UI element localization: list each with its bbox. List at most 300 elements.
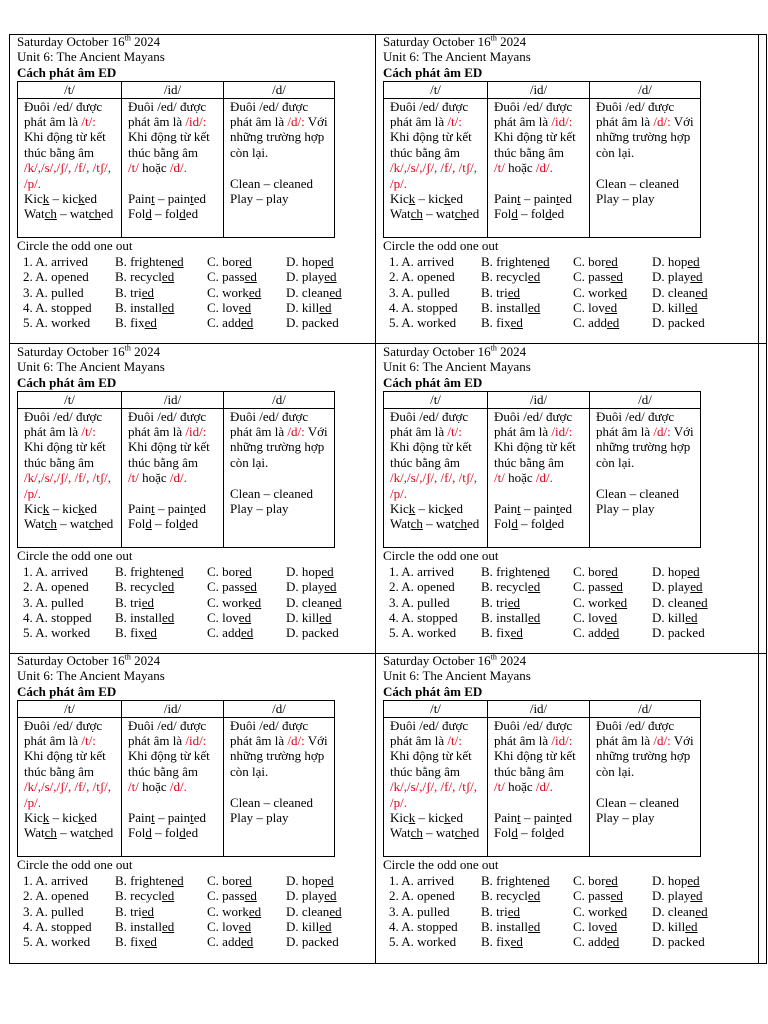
option-d[interactable]: D. killed bbox=[286, 609, 332, 625]
column-header-t: /t/ bbox=[384, 392, 488, 408]
option-c[interactable]: C. worked bbox=[207, 594, 262, 610]
option-d[interactable]: D. played bbox=[286, 269, 337, 285]
option-b[interactable]: B. fixed bbox=[115, 934, 157, 950]
option-b[interactable]: B. recycled bbox=[115, 579, 175, 595]
option-c[interactable]: C. worked bbox=[573, 903, 628, 919]
sound-symbol: /id/: bbox=[551, 733, 573, 749]
option-c[interactable]: C. passed bbox=[207, 579, 257, 595]
rule-text: Khi động từ kết bbox=[128, 439, 210, 455]
option-a[interactable]: 5. A. worked bbox=[389, 315, 457, 331]
option-d[interactable]: D. cleaned bbox=[652, 284, 708, 300]
rule-text: thúc bằng âm bbox=[128, 763, 199, 779]
sound-symbol: /d/. bbox=[535, 160, 553, 176]
example-clean: Clean – cleaned bbox=[596, 794, 680, 810]
option-b[interactable]: B. tried bbox=[481, 903, 521, 919]
example-clean: Clean – cleaned bbox=[230, 794, 314, 810]
example-play: Play – play bbox=[230, 501, 289, 517]
date-line bbox=[17, 653, 373, 668]
option-a[interactable]: 3. A. pulled bbox=[23, 594, 84, 610]
rule-text: Đuôi /ed/ được bbox=[230, 98, 309, 114]
option-b[interactable]: B. fixed bbox=[115, 315, 157, 331]
option-d[interactable]: D. packed bbox=[652, 315, 705, 331]
worksheet-card-2 bbox=[383, 34, 739, 334]
date-text: Saturday October 16 bbox=[383, 34, 491, 49]
rule-d-cell bbox=[590, 408, 701, 548]
option-d[interactable]: D. played bbox=[286, 579, 337, 595]
rule-text: phát âm là bbox=[596, 733, 654, 749]
example-play: Play – play bbox=[596, 501, 655, 517]
rule-text: Đuôi /ed/ được bbox=[24, 717, 103, 733]
question-row bbox=[23, 315, 342, 330]
option-a[interactable]: 2. A. opened bbox=[23, 579, 89, 595]
date-superscript: th bbox=[124, 652, 131, 662]
option-b[interactable]: B. installed bbox=[481, 609, 541, 625]
sound-symbols: /k/,/s/,/ʃ/, /f/, /tʃ/, bbox=[24, 779, 112, 795]
option-d[interactable]: D. killed bbox=[652, 299, 698, 315]
sound-symbol: /d/: bbox=[653, 424, 671, 440]
option-d[interactable]: D. killed bbox=[652, 609, 698, 625]
question-row bbox=[23, 564, 342, 579]
option-c[interactable]: C. added bbox=[207, 934, 254, 950]
option-a[interactable]: 4. A. stopped bbox=[389, 918, 458, 934]
sound-symbol: /t/: bbox=[447, 114, 462, 130]
worksheet-card-5 bbox=[17, 653, 373, 953]
option-c[interactable]: C. bored bbox=[207, 253, 252, 269]
rule-text: phát âm là bbox=[128, 424, 186, 440]
option-d[interactable]: D. packed bbox=[652, 934, 705, 950]
sound-symbol: /id/: bbox=[551, 114, 573, 130]
option-a[interactable]: 5. A. worked bbox=[389, 625, 457, 641]
option-c[interactable]: C. passed bbox=[573, 888, 623, 904]
option-b[interactable]: B. tried bbox=[115, 284, 155, 300]
option-d[interactable]: D. cleaned bbox=[286, 284, 342, 300]
sound-symbol: /id/: bbox=[185, 733, 207, 749]
option-d[interactable]: D. hoped bbox=[286, 563, 334, 579]
rule-text: Với bbox=[670, 424, 694, 440]
option-d[interactable]: D. hoped bbox=[652, 253, 700, 269]
rule-text: Đuôi /ed/ được bbox=[596, 717, 675, 733]
option-b[interactable]: B. tried bbox=[481, 284, 521, 300]
date-line bbox=[383, 34, 739, 49]
exercise-title: Circle the odd one out bbox=[383, 548, 499, 564]
option-a[interactable]: 3. A. pulled bbox=[23, 284, 84, 300]
question-row bbox=[23, 610, 342, 625]
sound-symbol: /d/: bbox=[287, 424, 305, 440]
rule-text: thúc bằng âm bbox=[390, 763, 461, 779]
unit-title: Unit 6: The Ancient Mayans bbox=[383, 49, 531, 65]
example-kick: Kick – kicked bbox=[390, 191, 463, 207]
option-a[interactable]: 5. A. worked bbox=[23, 934, 91, 950]
option-c[interactable]: C. added bbox=[207, 625, 254, 641]
option-b[interactable]: B. recycled bbox=[481, 579, 541, 595]
option-a[interactable]: 2. A. opened bbox=[389, 269, 455, 285]
date-line bbox=[17, 34, 373, 49]
example-paint: Paint – painted bbox=[128, 501, 207, 517]
example-watch: Watch – watched bbox=[390, 516, 480, 532]
option-c[interactable]: C. added bbox=[207, 315, 254, 331]
sound-symbol: /t/ bbox=[494, 779, 505, 795]
sound-symbols: /k/,/s/,/ʃ/, /f/, /tʃ/, bbox=[390, 779, 478, 795]
option-b[interactable]: B. installed bbox=[115, 609, 175, 625]
option-d[interactable]: D. played bbox=[652, 888, 703, 904]
column-header-t: /t/ bbox=[18, 392, 122, 408]
rule-text: Đuôi /ed/ được bbox=[494, 408, 573, 424]
option-b[interactable]: B. tried bbox=[481, 594, 521, 610]
column-header-d: /d/ bbox=[224, 701, 335, 717]
sound-symbol: /t/: bbox=[447, 424, 462, 440]
option-c[interactable]: C. bored bbox=[207, 872, 252, 888]
column-header-d: /d/ bbox=[590, 701, 701, 717]
rule-t-cell bbox=[384, 408, 488, 548]
exercise-questions bbox=[23, 873, 342, 950]
option-a[interactable]: 4. A. stopped bbox=[23, 299, 92, 315]
section-heading: Cách phát âm ED bbox=[383, 374, 483, 390]
date-year: 2024 bbox=[496, 344, 527, 359]
rule-text: Đuôi /ed/ được bbox=[128, 98, 207, 114]
example-fold: Fold – folded bbox=[494, 825, 565, 841]
option-b[interactable]: B. installed bbox=[115, 299, 175, 315]
example-clean: Clean – cleaned bbox=[596, 175, 680, 191]
question-row bbox=[23, 904, 342, 919]
option-a[interactable]: 4. A. stopped bbox=[23, 609, 92, 625]
option-c[interactable]: C. bored bbox=[573, 872, 618, 888]
option-d[interactable]: D. hoped bbox=[286, 872, 334, 888]
rule-text: còn lại. bbox=[230, 454, 269, 470]
option-c[interactable]: C. loved bbox=[207, 918, 252, 934]
sound-symbols: /p/. bbox=[390, 175, 407, 191]
option-c[interactable]: C. bored bbox=[207, 563, 252, 579]
option-d[interactable]: D. hoped bbox=[652, 872, 700, 888]
rule-text: hoặc bbox=[138, 160, 170, 176]
date-line bbox=[383, 344, 739, 359]
date-superscript: th bbox=[490, 652, 497, 662]
question-row bbox=[389, 904, 708, 919]
rule-text: phát âm là bbox=[24, 114, 82, 130]
rule-text: Với bbox=[304, 733, 328, 749]
option-a[interactable]: 3. A. pulled bbox=[389, 284, 450, 300]
option-d[interactable]: D. hoped bbox=[652, 563, 700, 579]
option-b[interactable]: B. fixed bbox=[115, 625, 157, 641]
rule-text: phát âm là bbox=[390, 114, 448, 130]
option-c[interactable]: C. worked bbox=[207, 284, 262, 300]
sound-symbol: /d/. bbox=[169, 470, 187, 486]
sound-symbol: /d/: bbox=[653, 733, 671, 749]
date-text: Saturday October 16 bbox=[17, 344, 125, 359]
option-c[interactable]: C. bored bbox=[573, 563, 618, 579]
column-divider bbox=[375, 35, 376, 963]
option-a[interactable]: 1. A. arrived bbox=[23, 253, 88, 269]
option-a[interactable]: 1. A. arrived bbox=[23, 872, 88, 888]
ed-rules-table bbox=[383, 391, 701, 548]
sound-symbol: /d/. bbox=[535, 470, 553, 486]
question-row bbox=[389, 919, 708, 934]
rule-text: phát âm là bbox=[390, 424, 448, 440]
rule-id-cell bbox=[122, 98, 224, 238]
option-a[interactable]: 2. A. opened bbox=[389, 579, 455, 595]
sound-symbol: /d/. bbox=[169, 160, 187, 176]
option-c[interactable]: C. passed bbox=[207, 888, 257, 904]
option-a[interactable]: 4. A. stopped bbox=[389, 609, 458, 625]
option-c[interactable]: C. worked bbox=[573, 594, 628, 610]
example-clean: Clean – cleaned bbox=[230, 175, 314, 191]
question-row bbox=[23, 595, 342, 610]
exercise-questions bbox=[389, 564, 708, 641]
column-header-id: /id/ bbox=[122, 82, 224, 98]
option-a[interactable]: 1. A. arrived bbox=[389, 872, 454, 888]
option-c[interactable]: C. loved bbox=[573, 609, 618, 625]
rule-text: phát âm là bbox=[128, 114, 186, 130]
option-a[interactable]: 5. A. worked bbox=[23, 625, 91, 641]
option-c[interactable]: C. added bbox=[573, 934, 620, 950]
option-d[interactable]: D. packed bbox=[652, 625, 705, 641]
rule-d-cell bbox=[590, 717, 701, 857]
option-a[interactable]: 2. A. opened bbox=[389, 888, 455, 904]
example-fold: Fold – folded bbox=[494, 516, 565, 532]
option-b[interactable]: B. fixed bbox=[481, 934, 523, 950]
date-year: 2024 bbox=[130, 344, 161, 359]
column-header-d: /d/ bbox=[590, 392, 701, 408]
option-c[interactable]: C. worked bbox=[573, 284, 628, 300]
rule-text: Đuôi /ed/ được bbox=[128, 717, 207, 733]
rule-text: phát âm là bbox=[494, 424, 552, 440]
option-c[interactable]: C. added bbox=[573, 315, 620, 331]
rule-text: hoặc bbox=[138, 779, 170, 795]
option-b[interactable]: B. frightened bbox=[481, 253, 550, 269]
rule-text: Với bbox=[304, 424, 328, 440]
rule-d-cell bbox=[590, 98, 701, 238]
sound-symbols: /k/,/s/,/ʃ/, /f/, /tʃ/, bbox=[24, 470, 112, 486]
example-fold: Fold – folded bbox=[128, 825, 199, 841]
option-a[interactable]: 3. A. pulled bbox=[23, 903, 84, 919]
sound-symbol: /id/: bbox=[551, 424, 573, 440]
question-row bbox=[23, 873, 342, 888]
option-c[interactable]: C. loved bbox=[573, 918, 618, 934]
rule-text: Khi động từ kết bbox=[390, 748, 472, 764]
rule-text: những trường hợp bbox=[596, 129, 691, 145]
option-c[interactable]: C. added bbox=[573, 625, 620, 641]
sound-symbol: /t/: bbox=[447, 733, 462, 749]
option-d[interactable]: D. cleaned bbox=[286, 903, 342, 919]
option-a[interactable]: 3. A. pulled bbox=[389, 903, 450, 919]
rule-text: Với bbox=[670, 733, 694, 749]
section-heading: Cách phát âm ED bbox=[17, 683, 117, 699]
sound-symbol: /t/ bbox=[128, 779, 139, 795]
example-paint: Paint – painted bbox=[128, 810, 207, 826]
example-fold: Fold – folded bbox=[128, 516, 199, 532]
rule-text: phát âm là bbox=[230, 424, 288, 440]
rule-d-cell bbox=[224, 408, 335, 548]
sound-symbol: /d/: bbox=[287, 733, 305, 749]
option-c[interactable]: C. loved bbox=[573, 299, 618, 315]
example-clean: Clean – cleaned bbox=[596, 485, 680, 501]
option-b[interactable]: B. installed bbox=[481, 918, 541, 934]
rule-id-cell bbox=[122, 717, 224, 857]
option-c[interactable]: C. passed bbox=[573, 269, 623, 285]
option-b[interactable]: B. installed bbox=[481, 299, 541, 315]
rule-id-cell bbox=[488, 717, 590, 857]
date-year: 2024 bbox=[496, 653, 527, 668]
option-b[interactable]: B. installed bbox=[115, 918, 175, 934]
option-a[interactable]: 5. A. worked bbox=[23, 315, 91, 331]
rule-id-cell bbox=[488, 408, 590, 548]
rule-text: Khi động từ kết bbox=[24, 748, 106, 764]
rule-text: hoặc bbox=[504, 160, 536, 176]
question-row bbox=[23, 254, 342, 269]
option-d[interactable]: D. cleaned bbox=[286, 594, 342, 610]
example-watch: Watch – watched bbox=[24, 206, 114, 222]
date-line bbox=[17, 344, 373, 359]
column-header-d: /d/ bbox=[590, 82, 701, 98]
option-a[interactable]: 2. A. opened bbox=[23, 269, 89, 285]
ed-rules-table bbox=[17, 700, 335, 857]
question-row bbox=[23, 269, 342, 284]
option-b[interactable]: B. fixed bbox=[481, 315, 523, 331]
rule-text: những trường hợp bbox=[230, 748, 325, 764]
rule-text: Đuôi /ed/ được bbox=[128, 408, 207, 424]
example-play: Play – play bbox=[230, 810, 289, 826]
option-a[interactable]: 5. A. worked bbox=[389, 934, 457, 950]
rule-text: Khi động từ kết bbox=[128, 748, 210, 764]
rule-t-cell bbox=[384, 98, 488, 238]
example-clean: Clean – cleaned bbox=[230, 485, 314, 501]
ed-rules-table bbox=[383, 81, 701, 238]
ed-rules-table bbox=[17, 391, 335, 548]
rule-t-cell bbox=[18, 408, 122, 548]
column-header-id: /id/ bbox=[488, 701, 590, 717]
worksheet-card-1 bbox=[17, 34, 373, 334]
option-d[interactable]: D. killed bbox=[286, 299, 332, 315]
column-header-id: /id/ bbox=[122, 701, 224, 717]
option-b[interactable]: B. recycled bbox=[481, 888, 541, 904]
worksheet-card-6 bbox=[383, 653, 739, 953]
rule-text: thúc bằng âm bbox=[24, 454, 95, 470]
column-header-id: /id/ bbox=[122, 392, 224, 408]
sound-symbol: /id/: bbox=[185, 114, 207, 130]
option-b[interactable]: B. recycled bbox=[481, 269, 541, 285]
example-play: Play – play bbox=[230, 191, 289, 207]
option-a[interactable]: 1. A. arrived bbox=[23, 563, 88, 579]
option-d[interactable]: D. packed bbox=[286, 934, 339, 950]
option-c[interactable]: C. passed bbox=[207, 269, 257, 285]
example-watch: Watch – watched bbox=[390, 825, 480, 841]
rule-text: thúc bằng âm bbox=[128, 144, 199, 160]
option-b[interactable]: B. frightened bbox=[115, 872, 184, 888]
rule-text: Khi động từ kết bbox=[128, 129, 210, 145]
option-d[interactable]: D. played bbox=[286, 888, 337, 904]
rule-text: hoặc bbox=[504, 779, 536, 795]
date-text: Saturday October 16 bbox=[17, 34, 125, 49]
column-header-t: /t/ bbox=[18, 701, 122, 717]
rule-text: Khi động từ kết bbox=[494, 748, 576, 764]
example-kick: Kick – kicked bbox=[390, 810, 463, 826]
option-b[interactable]: B. frightened bbox=[115, 563, 184, 579]
sound-symbol: /id/: bbox=[185, 424, 207, 440]
rule-text: thúc bằng âm bbox=[128, 454, 199, 470]
option-d[interactable]: D. played bbox=[652, 269, 703, 285]
rule-text: hoặc bbox=[504, 470, 536, 486]
example-watch: Watch – watched bbox=[390, 206, 480, 222]
worksheet-card-4 bbox=[383, 344, 739, 644]
option-b[interactable]: B. recycled bbox=[115, 888, 175, 904]
rule-text: còn lại. bbox=[230, 763, 269, 779]
section-heading: Cách phát âm ED bbox=[383, 64, 483, 80]
option-c[interactable]: C. loved bbox=[207, 609, 252, 625]
exercise-questions bbox=[389, 254, 708, 331]
right-margin-divider bbox=[758, 35, 759, 963]
rule-text: phát âm là bbox=[230, 114, 288, 130]
question-row bbox=[23, 625, 342, 640]
option-b[interactable]: B. tried bbox=[115, 903, 155, 919]
sound-symbol: /d/: bbox=[287, 114, 305, 130]
ed-rules-table bbox=[17, 81, 335, 238]
column-header-t: /t/ bbox=[18, 82, 122, 98]
option-a[interactable]: 4. A. stopped bbox=[23, 918, 92, 934]
rule-text: Đuôi /ed/ được bbox=[24, 408, 103, 424]
date-year: 2024 bbox=[496, 34, 527, 49]
option-b[interactable]: B. tried bbox=[115, 594, 155, 610]
rule-text: thúc bằng âm bbox=[494, 763, 565, 779]
rule-text: thúc bằng âm bbox=[390, 144, 461, 160]
option-d[interactable]: D. killed bbox=[286, 918, 332, 934]
sound-symbol: /t/: bbox=[81, 424, 96, 440]
option-a[interactable]: 3. A. pulled bbox=[389, 594, 450, 610]
option-d[interactable]: D. cleaned bbox=[652, 594, 708, 610]
option-d[interactable]: D. packed bbox=[286, 625, 339, 641]
option-b[interactable]: B. recycled bbox=[115, 269, 175, 285]
option-c[interactable]: C. worked bbox=[207, 903, 262, 919]
option-d[interactable]: D. hoped bbox=[286, 253, 334, 269]
option-d[interactable]: D. cleaned bbox=[652, 903, 708, 919]
rule-text: hoặc bbox=[138, 470, 170, 486]
rule-text: phát âm là bbox=[128, 733, 186, 749]
question-row bbox=[389, 888, 708, 903]
option-c[interactable]: C. loved bbox=[207, 299, 252, 315]
question-row bbox=[23, 888, 342, 903]
option-a[interactable]: 4. A. stopped bbox=[389, 299, 458, 315]
date-text: Saturday October 16 bbox=[383, 344, 491, 359]
option-c[interactable]: C. passed bbox=[573, 579, 623, 595]
rule-text: phát âm là bbox=[494, 114, 552, 130]
date-year: 2024 bbox=[130, 653, 161, 668]
rule-text: Đuôi /ed/ được bbox=[596, 408, 675, 424]
option-b[interactable]: B. frightened bbox=[481, 563, 550, 579]
rule-t-cell bbox=[18, 98, 122, 238]
option-b[interactable]: B. frightened bbox=[115, 253, 184, 269]
option-d[interactable]: D. played bbox=[652, 579, 703, 595]
option-d[interactable]: D. packed bbox=[286, 315, 339, 331]
option-a[interactable]: 2. A. opened bbox=[23, 888, 89, 904]
rule-text: Đuôi /ed/ được bbox=[596, 98, 675, 114]
option-a[interactable]: 1. A. arrived bbox=[389, 563, 454, 579]
sound-symbol: /t/ bbox=[128, 470, 139, 486]
sound-symbols: /p/. bbox=[24, 175, 41, 191]
option-d[interactable]: D. killed bbox=[652, 918, 698, 934]
example-kick: Kick – kicked bbox=[24, 810, 97, 826]
rule-text: Đuôi /ed/ được bbox=[494, 717, 573, 733]
option-a[interactable]: 1. A. arrived bbox=[389, 253, 454, 269]
question-row bbox=[23, 934, 342, 949]
question-row bbox=[389, 873, 708, 888]
option-b[interactable]: B. fixed bbox=[481, 625, 523, 641]
exercise-title: Circle the odd one out bbox=[17, 238, 133, 254]
option-b[interactable]: B. frightened bbox=[481, 872, 550, 888]
option-c[interactable]: C. bored bbox=[573, 253, 618, 269]
example-play: Play – play bbox=[596, 810, 655, 826]
question-row bbox=[23, 579, 342, 594]
example-watch: Watch – watched bbox=[24, 516, 114, 532]
sound-symbols: /p/. bbox=[24, 485, 41, 501]
rule-text: thúc bằng âm bbox=[24, 763, 95, 779]
